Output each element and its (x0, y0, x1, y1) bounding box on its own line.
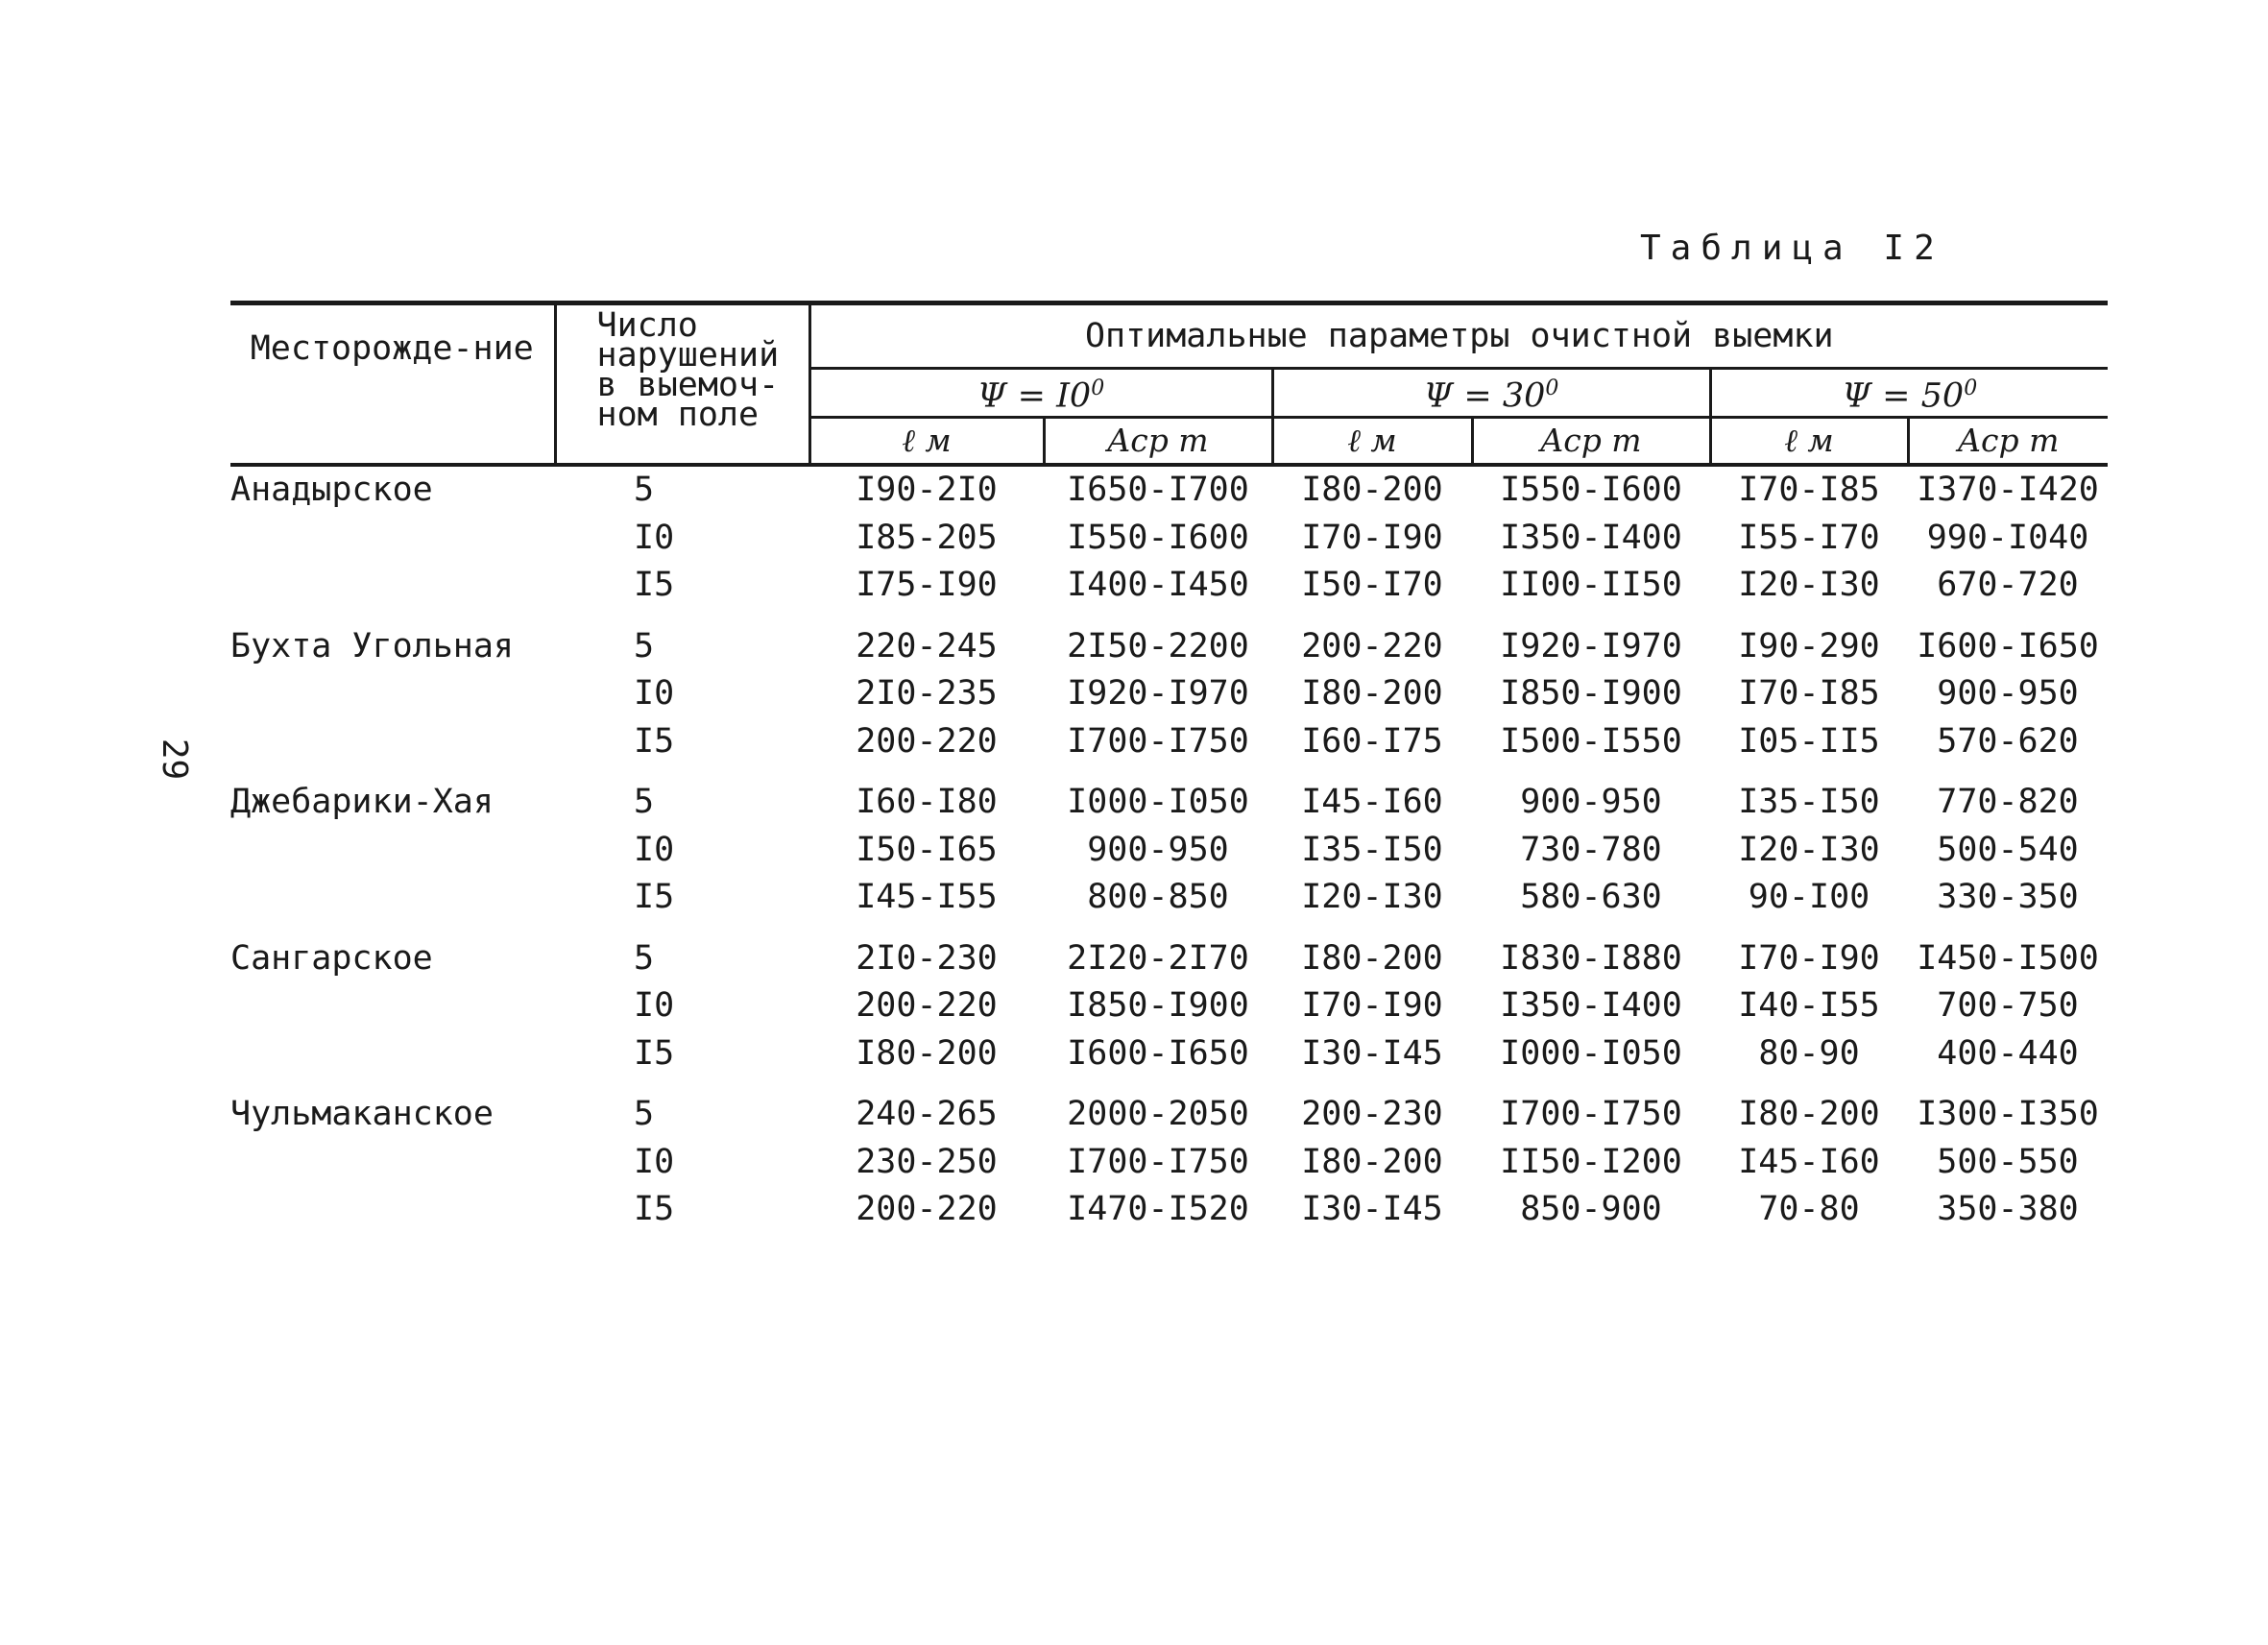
psi-equals: = (1882, 376, 1911, 416)
psi-degree: 0 (1091, 376, 1105, 401)
length-psi50: I80-200 (1738, 1095, 1880, 1133)
length-psi30: I70-I90 (1301, 518, 1443, 557)
output-psi10: I920-I970 (1067, 674, 1249, 713)
table-row (230, 1139, 2108, 1187)
output-psi50: 700-750 (1937, 986, 2079, 1025)
disturbance-count: I5 (634, 878, 675, 916)
disturbance-count: 5 (634, 938, 655, 978)
length-psi50: I05-II5 (1738, 721, 1880, 761)
length-psi10: I75-I90 (856, 566, 998, 604)
deposit-name (230, 874, 555, 922)
table-row (230, 1030, 2108, 1078)
length-psi10: 2I0-230 (856, 938, 998, 978)
header-count-line: нарушений (596, 336, 780, 375)
length-psi50: I35-I50 (1738, 783, 1880, 821)
length-psi30: I30-I45 (1301, 1033, 1443, 1073)
length-psi10: I50-I65 (856, 830, 998, 869)
output-psi10: I700-I750 (1067, 721, 1249, 761)
header-length: ℓ м (1272, 418, 1472, 466)
length-psi10: I85-205 (856, 518, 998, 557)
disturbance-count: I5 (634, 566, 675, 604)
deposit-name: Джебарики-Хая (230, 783, 494, 821)
disturbance-count: I0 (634, 518, 675, 557)
output-psi30: I830-I880 (1500, 938, 1682, 978)
length-psi10: I80-200 (856, 1033, 998, 1073)
header-length: ℓ м (809, 418, 1044, 466)
output-psi10: 900-950 (1087, 830, 1229, 869)
length-psi30: I45-I60 (1301, 783, 1443, 821)
output-psi30: I500-I550 (1500, 721, 1682, 761)
length-psi10: I60-I80 (856, 783, 998, 821)
length-psi50: I70-I90 (1738, 938, 1880, 978)
output-psi30: 850-900 (1520, 1190, 1662, 1228)
deposit-name (230, 1139, 555, 1187)
length-psi30: I80-200 (1301, 938, 1443, 978)
output-psi10: I000-I050 (1067, 783, 1249, 821)
length-psi50: 70-80 (1758, 1190, 1860, 1228)
deposit-name: Сангарское (230, 938, 433, 978)
length-psi30: I60-I75 (1301, 721, 1443, 761)
output-psi50: I370-I420 (1917, 471, 2099, 509)
output-psi10: I550-I600 (1067, 518, 1249, 557)
header-output: Aср т (1908, 418, 2108, 466)
output-psi50: 570-620 (1937, 721, 2079, 761)
length-psi30: I50-I70 (1301, 566, 1443, 604)
disturbance-count: 5 (634, 471, 655, 509)
table-row (230, 765, 2108, 827)
deposit-name (230, 515, 555, 563)
length-psi50: I20-I30 (1738, 830, 1880, 869)
table-row (230, 465, 2108, 515)
disturbance-count: 5 (634, 1095, 655, 1133)
table-row (230, 562, 2108, 610)
disturbance-count: I5 (634, 721, 675, 761)
length-psi30: I35-I50 (1301, 830, 1443, 869)
header-psi-10 (809, 369, 1272, 418)
output-psi50: 500-540 (1937, 830, 2079, 869)
length-psi50: I70-I85 (1738, 674, 1880, 713)
length-psi10: 2I0-235 (856, 674, 998, 713)
table-row (230, 874, 2108, 922)
header-count-line: Число (596, 306, 698, 345)
length-psi10: 200-220 (856, 1190, 998, 1228)
deposit-name (230, 827, 555, 875)
output-psi50: 400-440 (1937, 1033, 2079, 1073)
disturbance-count: 5 (634, 783, 655, 821)
deposit-name (230, 1186, 555, 1234)
output-psi50: I600-I650 (1917, 626, 2099, 665)
psi-equals: = (1463, 376, 1492, 416)
output-psi30: I850-I900 (1500, 674, 1682, 713)
table-row (230, 922, 2108, 983)
table-row (230, 670, 2108, 718)
length-psi10: 200-220 (856, 721, 998, 761)
table-row (230, 515, 2108, 563)
output-psi10: I600-I650 (1067, 1033, 1249, 1073)
length-psi50: 80-90 (1758, 1033, 1860, 1073)
length-psi50: I40-I55 (1738, 986, 1880, 1025)
length-psi30: I80-200 (1301, 1142, 1443, 1181)
output-psi10: I650-I700 (1067, 471, 1249, 509)
psi-value: 50 (1920, 376, 1965, 416)
length-psi10: I90-2I0 (856, 471, 998, 509)
table-row (230, 982, 2108, 1030)
output-psi30: 730-780 (1520, 830, 1662, 869)
header-group: Оптимальные параметры очистной выемки (809, 303, 2108, 369)
header-count (555, 303, 809, 466)
disturbance-count: I0 (634, 674, 675, 713)
output-psi10: I470-I520 (1067, 1190, 1249, 1228)
length-psi50: I70-I85 (1738, 471, 1880, 509)
deposit-name (230, 718, 555, 766)
output-psi50: I450-I500 (1917, 938, 2099, 978)
psi-symbol: Ψ (1423, 376, 1454, 416)
disturbance-count: I5 (634, 1033, 675, 1073)
header-count-line: ном поле (596, 396, 760, 434)
output-psi50: 670-720 (1937, 566, 2079, 604)
length-psi50: I20-I30 (1738, 566, 1880, 604)
output-psi50: I300-I350 (1917, 1095, 2099, 1133)
length-psi10: 220-245 (856, 626, 998, 665)
length-psi30: 200-220 (1301, 626, 1443, 665)
parameters-table (230, 301, 2108, 1234)
deposit-name (230, 670, 555, 718)
length-psi10: I45-I55 (856, 878, 998, 916)
disturbance-count: I0 (634, 1142, 675, 1181)
header-field: Месторожде-ние (230, 303, 555, 466)
psi-degree: 0 (1964, 376, 1978, 401)
header-output: Aср т (1044, 418, 1272, 466)
length-psi10: 240-265 (856, 1095, 998, 1133)
output-psi50: 350-380 (1937, 1190, 2079, 1228)
deposit-name: Анадырское (230, 471, 433, 509)
psi-degree: 0 (1545, 376, 1559, 401)
length-psi50: I55-I70 (1738, 518, 1880, 557)
length-psi50: I45-I60 (1738, 1142, 1880, 1181)
disturbance-count: I0 (634, 830, 675, 869)
header-psi-30 (1272, 369, 1710, 418)
output-psi50: 330-350 (1937, 878, 2079, 916)
page-number: 29 (155, 738, 195, 781)
header-length: ℓ м (1710, 418, 1908, 466)
output-psi30: 580-630 (1520, 878, 1662, 916)
length-psi10: 200-220 (856, 986, 998, 1025)
length-psi50: I90-290 (1738, 626, 1880, 665)
length-psi30: I80-200 (1301, 674, 1443, 713)
disturbance-count: 5 (634, 626, 655, 665)
table-caption: Таблица I2 (1640, 229, 1944, 268)
deposit-name (230, 1030, 555, 1078)
output-psi30: I350-I400 (1500, 518, 1682, 557)
deposit-name (230, 562, 555, 610)
table-row (230, 827, 2108, 875)
output-psi10: I850-I900 (1067, 986, 1249, 1025)
output-psi50: 990-I040 (1926, 518, 2089, 557)
header-output: Aср т (1472, 418, 1710, 466)
output-psi50: 770-820 (1937, 783, 2079, 821)
output-psi30: I920-I970 (1500, 626, 1682, 665)
output-psi50: 900-950 (1937, 674, 2079, 713)
table-body (230, 465, 2108, 1234)
deposit-name: Чульмаканское (230, 1095, 494, 1133)
output-psi30: 900-950 (1520, 783, 1662, 821)
length-psi30: I20-I30 (1301, 878, 1443, 916)
deposit-name: Бухта Угольная (230, 626, 515, 665)
table-row (230, 610, 2108, 671)
length-psi30: I80-200 (1301, 471, 1443, 509)
table-row (230, 1077, 2108, 1139)
psi-value: 30 (1502, 376, 1546, 416)
psi-value: I0 (1056, 376, 1092, 416)
length-psi50: 90-I00 (1748, 878, 1870, 916)
length-psi10: 230-250 (856, 1142, 998, 1181)
output-psi30: I000-I050 (1500, 1033, 1682, 1073)
disturbance-count: I5 (634, 1190, 675, 1228)
length-psi30: 200-230 (1301, 1095, 1443, 1133)
disturbance-count: I0 (634, 986, 675, 1025)
psi-equals: = (1017, 376, 1046, 416)
output-psi30: I350-I400 (1500, 986, 1682, 1025)
output-psi30: I700-I750 (1500, 1095, 1682, 1133)
output-psi10: 2I20-2I70 (1067, 938, 1249, 978)
output-psi10: 2000-2050 (1067, 1095, 1249, 1133)
psi-symbol: Ψ (1842, 376, 1872, 416)
output-psi10: 2I50-2200 (1067, 626, 1249, 665)
table-row (230, 1186, 2108, 1234)
header-psi-50 (1710, 369, 2108, 418)
output-psi50: 500-550 (1937, 1142, 2079, 1181)
output-psi30: II00-II50 (1500, 566, 1682, 604)
output-psi10: 800-850 (1087, 878, 1229, 916)
output-psi30: II50-I200 (1500, 1142, 1682, 1181)
table-row (230, 718, 2108, 766)
length-psi30: I30-I45 (1301, 1190, 1443, 1228)
length-psi30: I70-I90 (1301, 986, 1443, 1025)
output-psi30: I550-I600 (1500, 471, 1682, 509)
deposit-name (230, 982, 555, 1030)
header-count-line: в выемоч- (596, 366, 780, 404)
output-psi10: I700-I750 (1067, 1142, 1249, 1181)
output-psi10: I400-I450 (1067, 566, 1249, 604)
psi-symbol: Ψ (977, 376, 1007, 416)
